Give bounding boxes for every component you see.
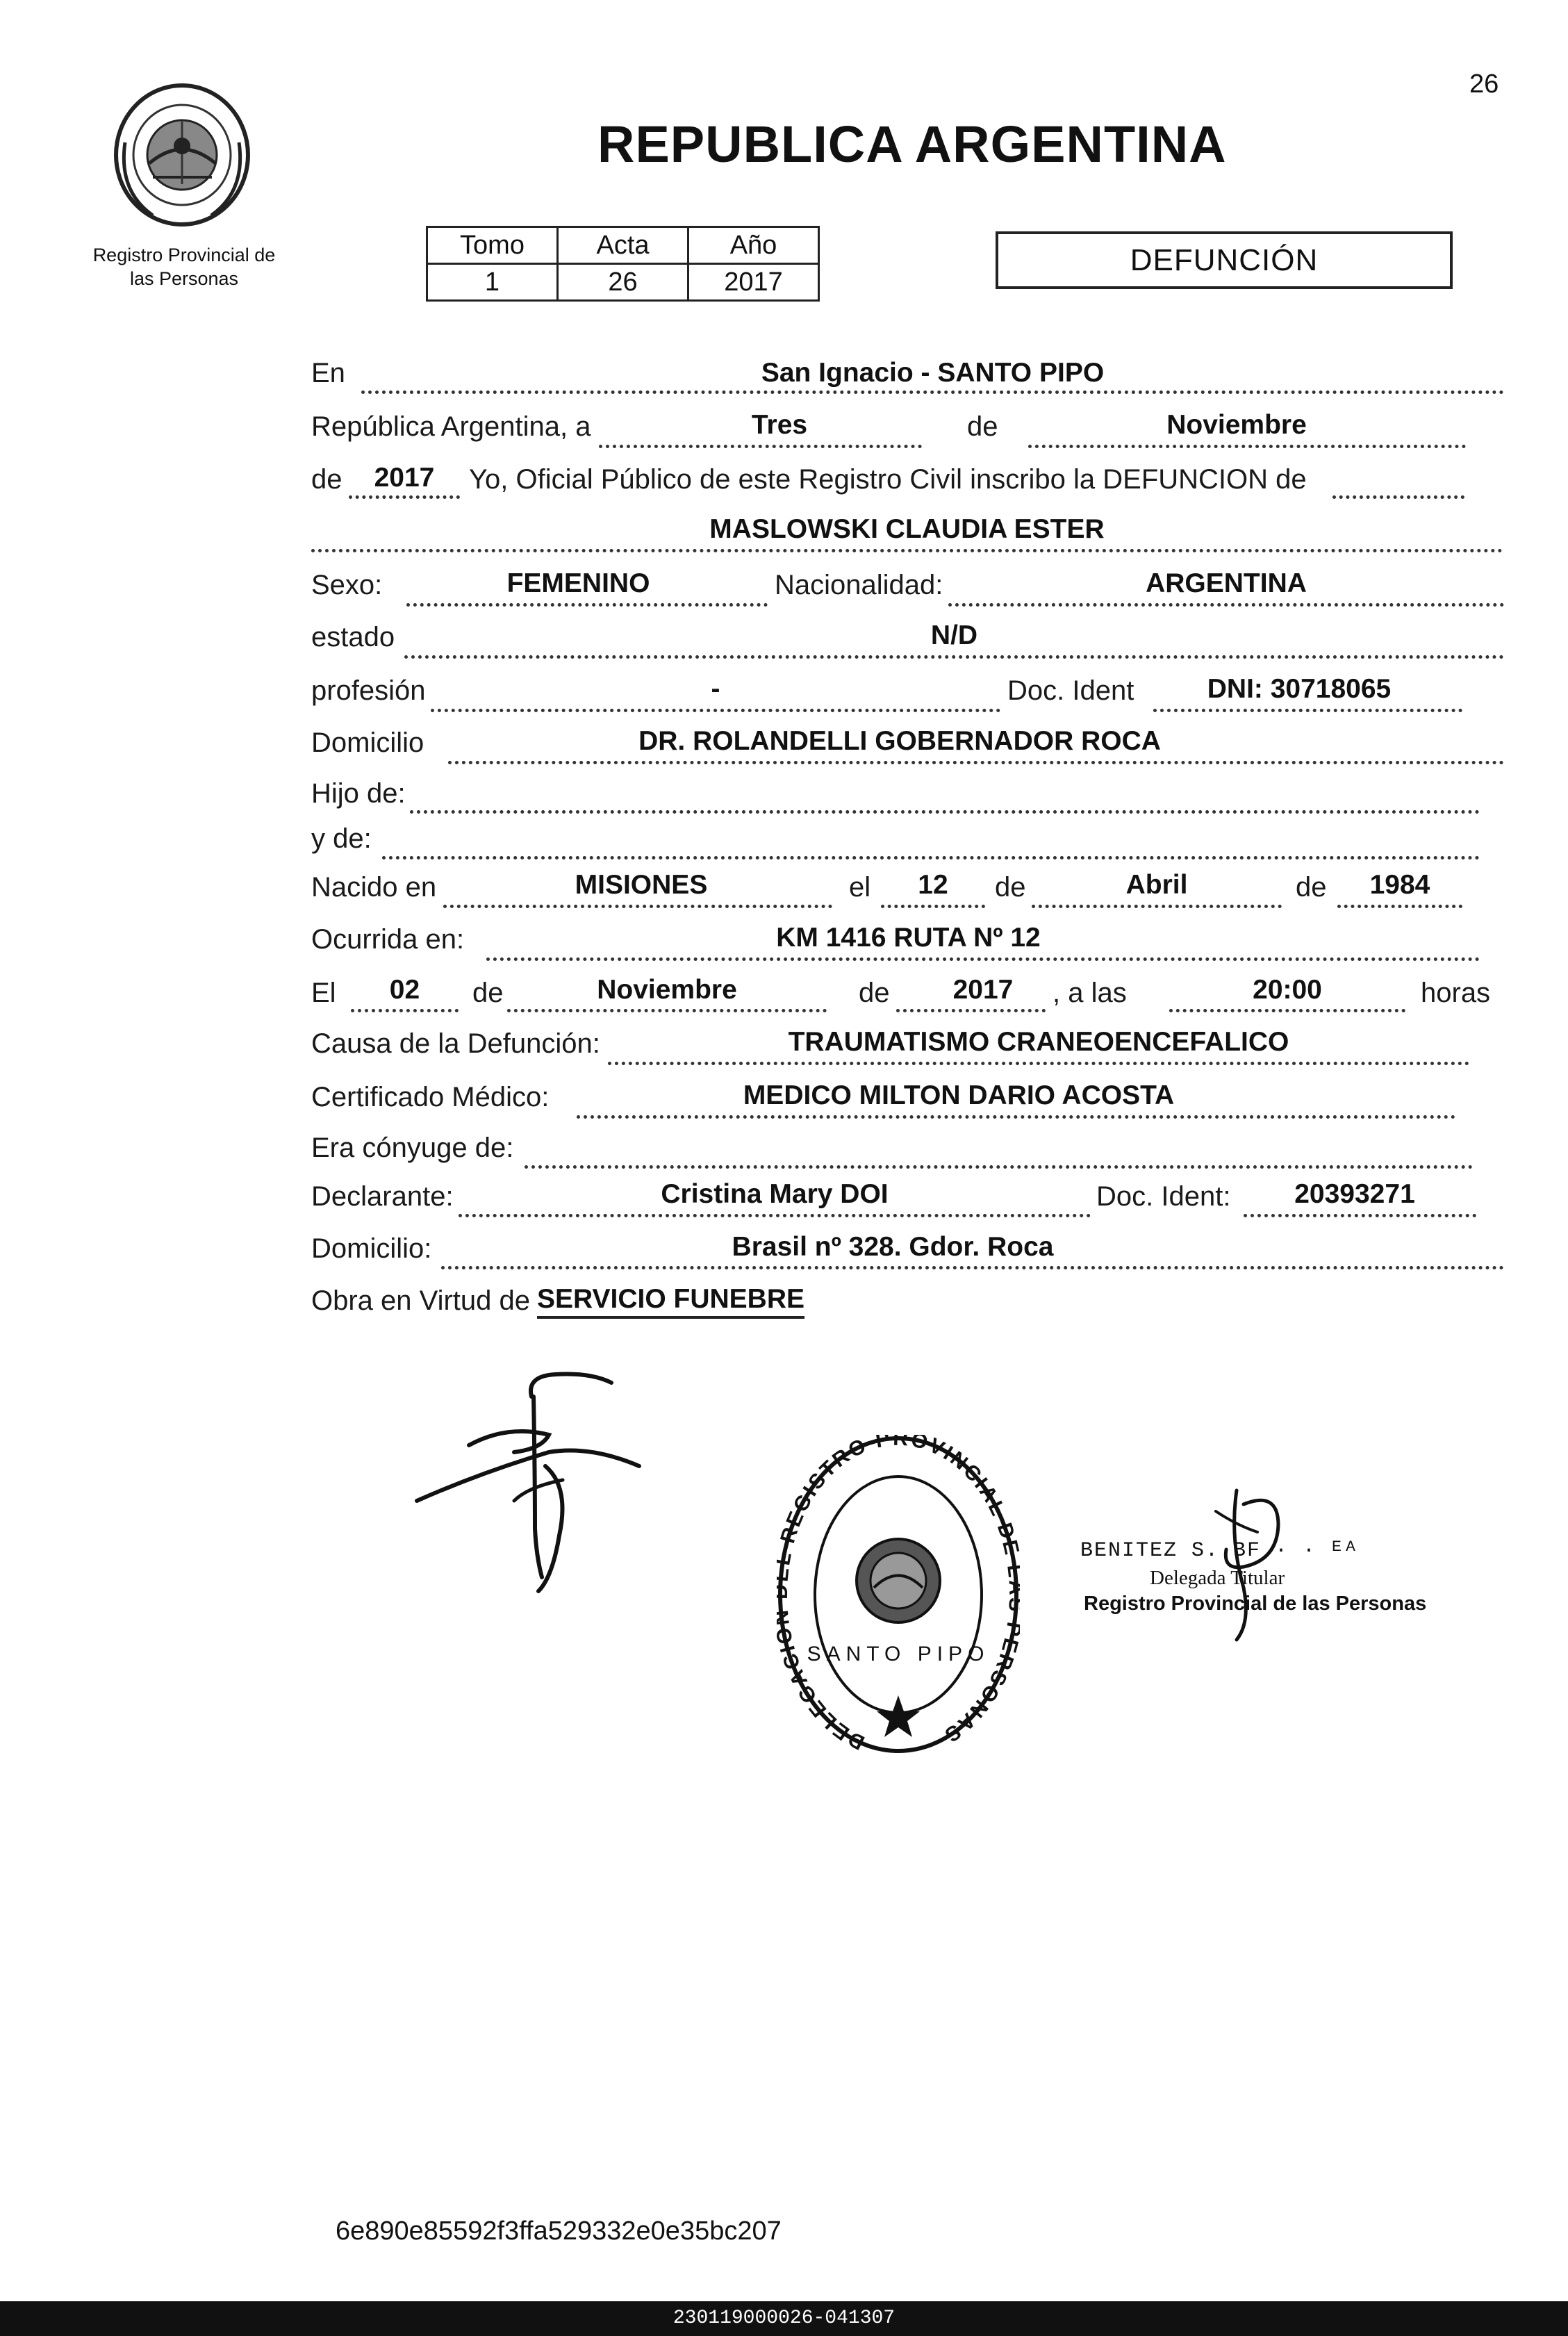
label-de: de [859,978,890,1008]
dotted-line [431,709,1000,712]
field-nac-dia: 12 [918,870,948,900]
field-nombre: MASLOWSKI CLAUDIA ESTER [709,514,1105,544]
label-doc-ident: Doc. Ident [1007,675,1134,706]
record-table-header-tomo: Tomo [427,227,558,264]
label-de: de [995,872,1026,903]
page-number: 26 [1469,69,1499,99]
label-nacido-en: Nacido en [311,872,437,903]
stamp-center-text: SANTO PIPO [807,1643,990,1665]
label-profesion: profesión [311,675,426,706]
label-declarante: Declarante: [311,1181,454,1212]
org-name-line1: Registro Provincial de [92,245,276,265]
province-seal-logo [111,80,254,229]
label-doc-ident-colon: Doc. Ident: [1096,1181,1231,1212]
dotted-line [459,1214,1091,1217]
field-ocurrida-en: KM 1416 RUTA Nº 12 [776,923,1041,953]
label-de: de [967,411,998,442]
org-name-line2: las Personas [129,268,239,289]
label-hijo-de: Hijo de: [311,778,406,809]
dotted-line [1153,709,1462,712]
label-de: de [1296,872,1327,903]
record-type-box: DEFUNCIÓN [996,231,1453,289]
field-def-mes: Noviembre [597,975,737,1005]
field-profesion: - [711,674,720,704]
label-a-las: , a las [1053,978,1127,1008]
label-sexo: Sexo: [311,570,383,600]
field-nacionalidad: ARGENTINA [1146,568,1307,598]
label-horas: horas [1421,978,1491,1008]
dotted-line [577,1115,1455,1119]
field-anio: 2017 [374,463,435,493]
field-def-hora: 20:00 [1253,975,1322,1005]
official-signature [1195,1483,1299,1643]
field-mes-texto: Noviembre [1166,410,1307,440]
label-en: En [311,358,345,388]
field-def-dia: 02 [389,975,420,1005]
label-y-de: y de: [311,823,372,854]
dotted-line [361,390,1504,394]
declarant-signature [410,1369,646,1598]
field-dia-texto: Tres [751,410,808,440]
official-name: BENITEZ S. BF · · ᴱᴬ [1080,1539,1359,1563]
document-hash: 6e890e85592f3ffa529332e0e35bc207 [336,2216,782,2246]
label-el: el [849,872,871,903]
record-table-header-acta: Acta [558,227,688,264]
dotted-line [441,1266,1504,1269]
org-name [73,243,295,290]
label-de: de [311,464,343,495]
field-dni: DNI: 30718065 [1207,674,1392,704]
dotted-line [351,1009,459,1012]
registry-stamp [777,1435,1020,1754]
dotted-line [608,1062,1469,1065]
dotted-line [1244,1214,1476,1217]
dotted-line [881,905,985,908]
field-declarante-domicilio: Brasil nº 328. Gdor. Roca [732,1232,1054,1262]
label-republica: República Argentina, a [311,411,591,442]
page-title: REPUBLICA ARGENTINA [597,115,1227,173]
label-ocurrida-en: Ocurrida en: [311,924,465,955]
field-sexo: FEMENINO [506,568,650,598]
record-table-value-acta: 26 [558,264,688,301]
label-conyuge: Era cónyuge de: [311,1133,514,1163]
field-declarante-doc: 20393271 [1294,1179,1415,1209]
field-estado: N/D [930,620,978,650]
dotted-line [599,445,922,448]
dotted-line [1337,905,1462,908]
field-nac-anio: 1984 [1369,870,1430,900]
stamp-ring-text: DELEGACI REGISTRO PROVINCIAL D RSONAS [777,1435,1020,1754]
label-obra: Obra en Virtud de [311,1285,531,1316]
dotted-line [448,761,1504,764]
field-lugar: San Ignacio - SANTO PIPO [761,358,1105,388]
dotted-line [406,603,768,607]
field-certificado: MEDICO MILTON DARIO ACOSTA [743,1080,1175,1110]
field-declarante: Cristina Mary DOI [661,1179,889,1209]
record-table-value-row [427,264,819,301]
record-table-header-anio: Año [688,227,819,264]
label-nacionalidad: Nacionalidad: [775,570,943,600]
dotted-line [507,1009,827,1012]
dotted-line [1332,495,1464,499]
field-nac-mes: Abril [1125,870,1188,900]
label-domicilio: Domicilio [311,727,424,758]
dotted-line [404,655,1504,659]
field-nacido-en: MISIONES [575,870,708,900]
dotted-line [349,495,460,499]
dotted-line [1032,905,1282,908]
dotted-line [896,1009,1046,1012]
label-el-upper: El [311,978,336,1008]
dotted-line [410,810,1480,814]
official-org: Registro Provincial de las Personas [1084,1593,1427,1615]
label-estado: estado [311,622,395,652]
record-table-value-tomo: 1 [427,264,558,301]
dotted-line [1028,445,1466,448]
field-def-anio: 2017 [952,975,1014,1005]
dotted-line [525,1165,1473,1169]
label-domicilio-colon: Domicilio: [311,1233,432,1264]
label-certificado: Certificado Médico: [311,1082,550,1112]
dotted-line [948,603,1504,607]
dotted-line [486,957,1480,961]
footer-code: 230119000026-041307 [0,2301,1568,2336]
field-domicilio: DR. ROLANDELLI GOBERNADOR ROCA [638,726,1161,756]
label-de: de [472,978,504,1008]
record-table-header-row [427,227,819,264]
record-table-value-anio: 2017 [688,264,819,301]
dotted-line [311,549,1503,552]
label-yo-text: Yo, Oficial Público de este Registro Civil inscribo la DEFUNCION de [469,464,1307,495]
official-title: Delegada Titular [1150,1567,1285,1589]
dotted-line [382,856,1480,859]
dotted-line [443,905,832,908]
field-obra: SERVICIO FUNEBRE [537,1284,804,1319]
record-table [426,226,820,302]
label-causa: Causa de la Defunción: [311,1028,600,1059]
field-causa: TRAUMATISMO CRANEOENCEFALICO [788,1027,1289,1057]
dotted-line [1169,1009,1405,1012]
